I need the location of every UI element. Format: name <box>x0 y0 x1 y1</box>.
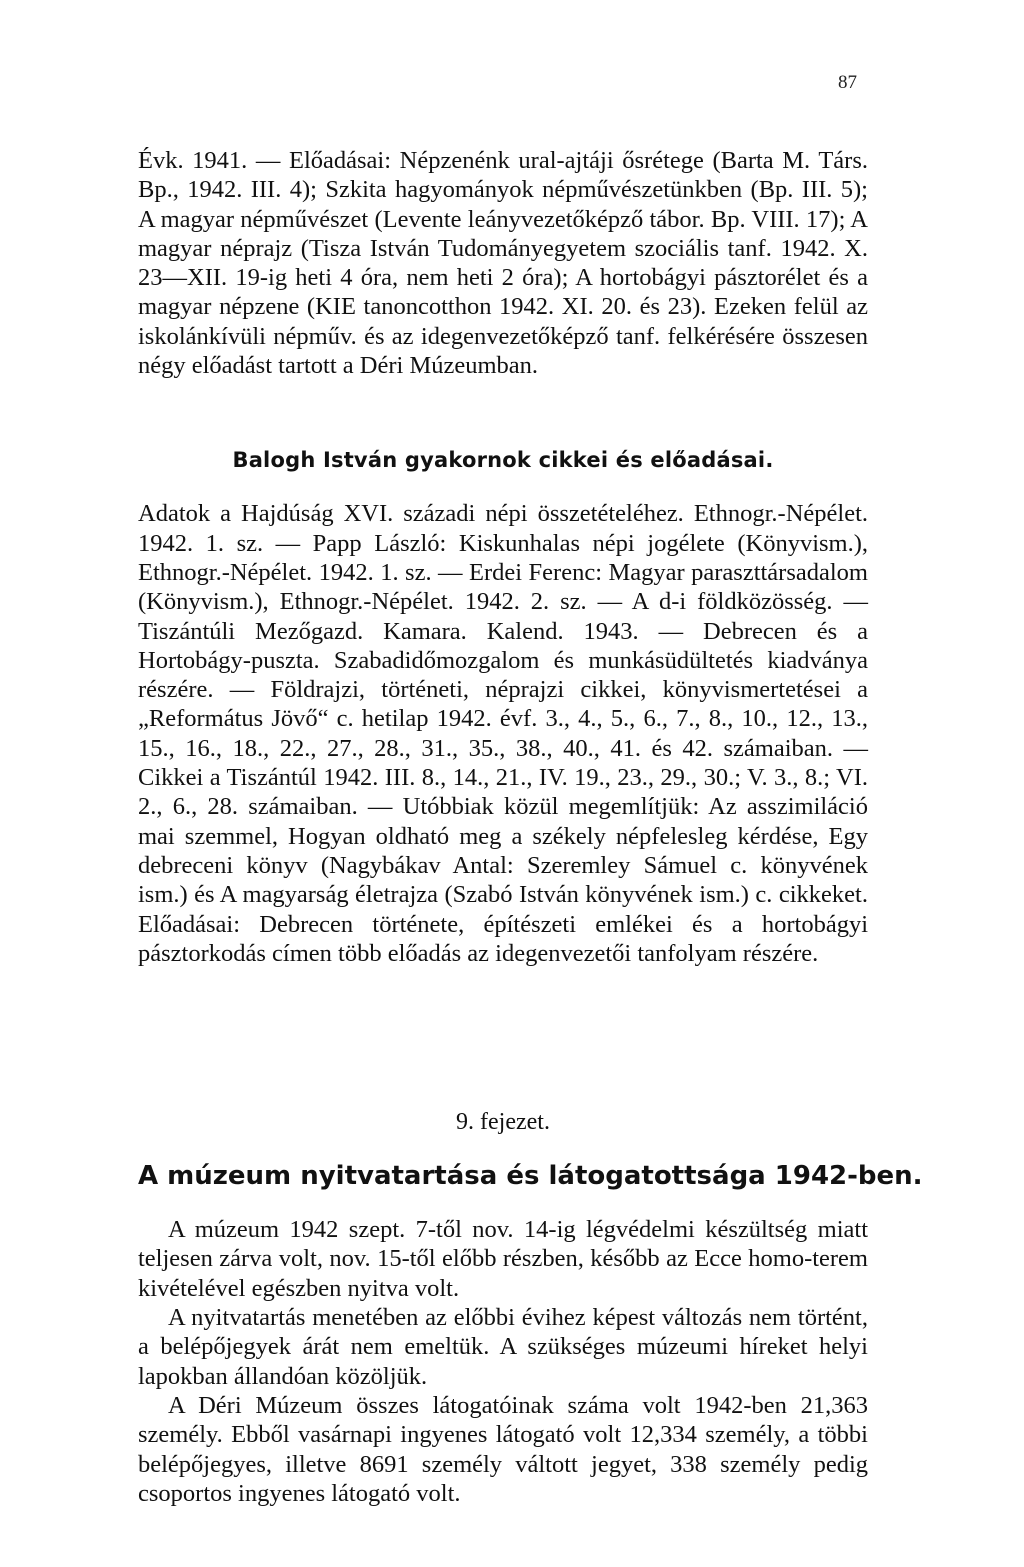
spacer <box>138 1136 868 1161</box>
paragraph-balogh-articles: Adatok a Hajdúság XVI. századi népi összetételéhez. Ethnogr.-Népélet. 1942. 1. sz. — Papp László: Kiskunhalas népi jogélete (Könyvism.), Ethnogr.-Népélet. 1942. 1. sz. — Erdei Ferenc: Magyar paraszttársadalom (Könyvism.), Ethnogr.-Népélet. 1942. 2. sz. — A d-i földközösség. — Tiszántúli Mezőgazd. Kamara. Kalend. 1943. — Debrecen és a Hortobágy-puszta. Szabadidőmozgalom és munkásüdültetés kiadványa részére. — Földrajzi, történeti, néprajzi cikkei, könyvismertetései a „Református Jövő“ c. hetilap 1942. évf. 3., 4., 5., 6., 7., 8., 10., 12., 13., 15., 16., 18., 22., 27., 28., 31., 35., 38., 40., 41. és 42. számaiban. — Cikkei a Tiszántúl 1942. III. 8., 14., 21., IV. 19., 23., 29., 30.; V. 3., 8.; VI. 2., 6., 28. számaiban. — Utóbbiak közül megemlítjük: Az asszimiláció mai szemmel, Hogyan oldható meg a székely népfelesleg kérdése, Egy debreceni könyv (Nagybákav Antal: Szeremley Sámuel c. könyvének ism.) és A magyarság életrajza (Szabó István könyvének ism.) c. cikkeket. Előadásai: Debrecen története, építészeti emlékei és a hortobágyi pásztorkodás címen több előadás az idegenvezetői tanfolyam részére. <box>138 500 868 967</box>
chapter-label: 9. fejezet. <box>456 1109 550 1136</box>
paragraph-visitors: A Déri Múzeum összes látogatóinak száma volt 1942-ben 21,363 személy. Ebből vasárnapi ingyenes látogató volt 12,334 személy, a többi belépőjegyes, illetve 8691 személy váltott jegyet, 338 személy pedig csoportos ingyenes látogató volt. <box>138 1391 868 1507</box>
page-content <box>138 146 923 1508</box>
page-number: 87 <box>838 72 857 93</box>
paragraph-closure: A múzeum 1942 szept. 7-től nov. 14-ig légvédelmi készültség miatt teljesen zárva volt, nov. 15-től előbb részben, később az Ecce homo-terem kivételével egészben nyitva volt. <box>138 1216 868 1302</box>
spacer <box>138 968 868 1109</box>
section-title: A múzeum nyitvatartása és látogatottsága 1942-ben. <box>138 1161 923 1192</box>
spacer <box>138 1191 868 1215</box>
paragraph-opening-hours: A nyitvatartás menetében az előbbi évihez képest változás nem történt, a belépőjegyek árát nem emeltük. A szükséges múzeumi híreket helyi lapokban állandóan közöljük. <box>138 1304 868 1390</box>
spacer <box>138 380 868 448</box>
paragraph-lectures-1941: Évk. 1941. — Előadásai: Népzenénk ural-ajtáji ősrétege (Barta M. Társ. Bp., 1942. III. 4); Szkita hagyományok népművészetünkben (Bp. III. 5); A magyar népművészet (Levente leányvezetőképző tábor. Bp. VIII. 17); A magyar néprajz (Tisza István Tudományegyetem szociális tanf. 1942. X. 23—XII. 19-ig heti 4 óra, nem heti 2 óra); A hortobágyi pásztorélet és a magyar népzene (KIE tanoncotthon 1942. XI. 20. és 23). Ezeken felül az iskolánkívüli népműv. és az idegenvezetőképző tanf. felkérésére összesen négy előadást tartott a Déri Múzeumban. <box>138 147 868 380</box>
subheading-balogh: Balogh István gyakornok cikkei és előadásai. <box>232 448 774 473</box>
spacer <box>138 472 868 499</box>
